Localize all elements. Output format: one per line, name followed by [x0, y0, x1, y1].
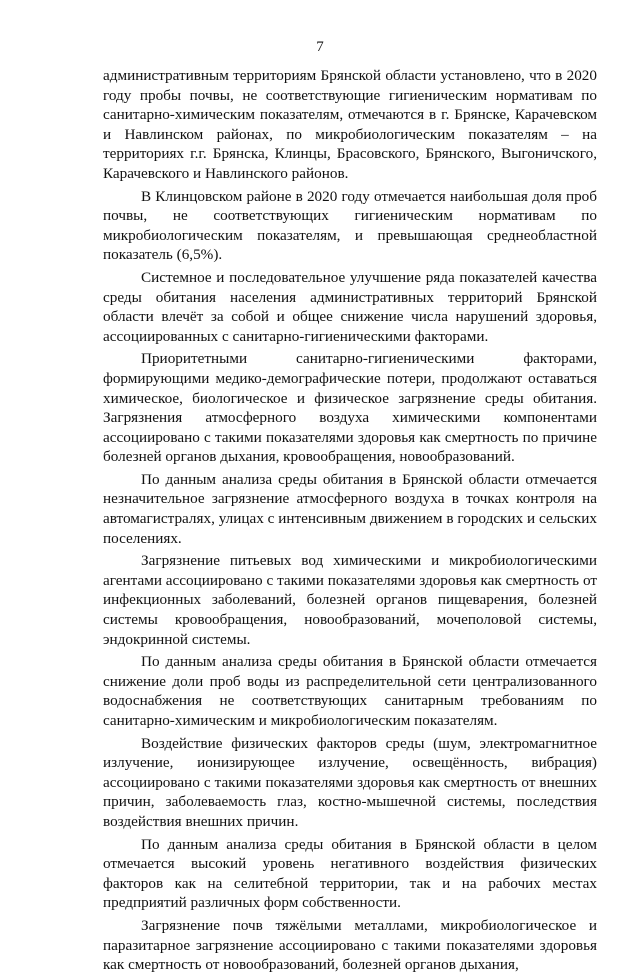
paragraph-klintsy-district: В Клинцовском районе в 2020 году отмечается наибольшая доля проб почвы, не соответствующих гигиеническим нормативам по микробиологическим показателям, и превышающая среднеобластной показатель (6,5%). — [103, 187, 597, 264]
paragraph-water-samples: По данным анализа среды обитания в Брянской области отмечается снижение доли проб воды из распределительной сети централизованного водоснабжения не соответствующих санитарным требованиям по санитарно-химическим и микробиологическим показателям. — [103, 653, 597, 729]
paragraph-soil-pollution: Загрязнение почв тяжёлыми металлами, микробиологическое и паразитарное загрязнение ассоциировано с такими показателями здоровья как смертность от новообразований, болезней органов дыхания, — [103, 916, 597, 974]
page-number: 7 — [316, 39, 324, 55]
paragraph-air-pollution: По данным анализа среды обитания в Брянской области отмечается незначительное загрязнение атмосферного воздуха в точках контроля на автомагистралях, улицах с интенсивным движением в городских и сельских поселениях. — [103, 470, 597, 547]
paragraph-physical-factors: Воздействие физических факторов среды (шум, электромагнитное излучение, ионизирующее излучение, освещённость, вибрация) ассоциировано с такими показателями здоровья как смертность от внешних причин, заболеваемость глаз, костно-мышечной системы, последствия воздействия внешних причин. — [103, 734, 597, 830]
paragraph-drinking-water: Загрязнение питьевых вод химическими и микробиологическими агентами ассоциировано с такими показателями здоровья как смертность от инфекционных заболеваний, болезней органов пищеварения, болезней системы кровообращения, новообразований, мочеполовой системы, эндокринной системы. — [103, 552, 597, 648]
paragraph-physical-impact-level: По данным анализа среды обитания в Брянской области в целом отмечается высокий уровень негативного воздействия физических факторов как на селитебной территории, так и на рабочих местах предприятий различных форм собственности. — [103, 835, 597, 912]
paragraph-soil-territories: административным территориям Брянской области установлено, что в 2020 году пробы почвы, не соответствующие гигиеническим нормативам по санитарно-химическим показателям, отмечаются в г. Брянске, Карачевском и Навлинском районах, по микробиологическим показателям – на территориях г.г. Брянска, Клинцы, Брасовского, Брянского, Выгоничского, Карачевского и Навлинского районов. — [103, 67, 597, 182]
paragraph-systemic-improvement: Системное и последовательное улучшение ряда показателей качества среды обитания населения административных территорий Брянской области влечёт за собой и общее снижение числа нарушений здоровья, ассоциированных с санитарно-гигиеническими факторами. — [103, 268, 597, 345]
document-body — [103, 66, 597, 975]
paragraph-priority-factors: Приоритетными санитарно-гигиеническими факторами, формирующими медико-демографические потери, продолжают оставаться химическое, биологическое и физическое загрязнение среды обитания. Загрязнения атмосферного воздуха химическими компонентами ассоциировано с такими показателями здоровья как смертность по причине болезней органов дыхания, кровообращения, новообразований. — [103, 350, 597, 466]
